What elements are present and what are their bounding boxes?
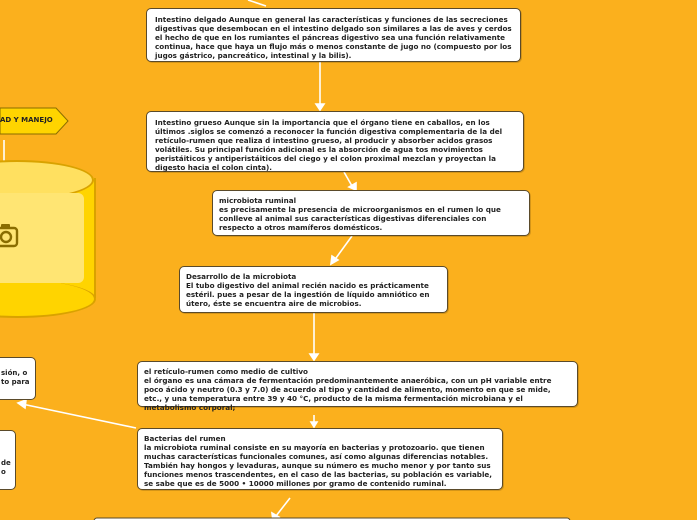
node-bacterias-rumen[interactable] xyxy=(137,428,503,490)
left-node-a-line2: to para xyxy=(1,378,30,387)
connector-top xyxy=(248,0,266,6)
left-node-a-line1: sión, o xyxy=(1,369,28,377)
node-text: es precisamente la presencia de microorganismos en el rumen lo que conlleve al animal sus características digestivas diferenciales con respecto a otros mamíferos domésticos. xyxy=(219,205,501,232)
node-intestino-delgado[interactable] xyxy=(146,8,521,62)
node-title: Desarrollo de la microbiota xyxy=(186,272,297,281)
node-intestino-grueso[interactable] xyxy=(146,111,524,172)
camera-icon[interactable] xyxy=(0,222,20,252)
node-text: Intestino grueso Aunque sin la importancia que el órgano tiene en caballos, en los últimos .siglos se comenzó a reconocer la función digestiva complementaria de la del retículo-rumen que realiza d intestino grueso, al producir y absorber acidos grasos volátiles. Su principal función adicional es la absorción de agua tos movimientos peristáiticos y antiperistáiticos del ciego y el colon proximal mezclan y proyectan la digesto hacia el colon cinta). xyxy=(155,118,503,172)
left-node-b-line2: o xyxy=(1,468,6,477)
node-text: el órgano es una cámara de fermentación predominantemente anaeróbica, con un pH variable entre poco ácido y neutro (0.3 y 7.0) de acuerdo al tipo y cantidad de alimento, momento en que se mide, etc., y una temperatura entre 39 y 40 °C, producto de la misma fermentación microbiana y el metabolismo corporal; xyxy=(144,376,552,412)
left-node-b[interactable] xyxy=(0,430,16,490)
node-microbiota-ruminal[interactable] xyxy=(212,190,530,236)
node-desarrollo-microbiota[interactable] xyxy=(179,266,448,313)
node-title: el retículo-rumen como medio de cultivo xyxy=(144,367,308,376)
left-node-b-line1: de xyxy=(1,459,11,467)
connector-left xyxy=(22,404,136,428)
connector-6 xyxy=(276,498,290,516)
node-text: la microbiota ruminal consiste en su mayoría en bacterias y protozoario. que tienen muchas características funcionales comunes, así como algunas diferencias notables. También hay hongos y levaduras, aunque su número es mucho menor y por tanto sus funciones menos trascendentes, en el caso de las bacterias, su población es variable, se sabe que es de 5000 • 10000 millones por gramo de contenido ruminal. xyxy=(144,443,493,488)
node-text: El tubo digestivo del animal recién nacido es prácticamente estéril. pues a pesar de la ingestión de líquido amniótico en útero, éste se encuentra aire de microbios. xyxy=(186,281,430,308)
node-reticulo-rumen[interactable] xyxy=(137,361,578,412)
node-title: microbiota ruminal xyxy=(219,196,297,205)
connector-3 xyxy=(336,236,352,258)
connector-2 xyxy=(344,172,352,186)
node-text: Intestino delgado Aunque en general las características y funciones de las secreciones digestivas que desembocan en el intestino delgado son similares a las de aves y cerdos el hecho de que en los rumiantes el páncreas digestivo sea una función relativamente continua, hace que haya un flujo más o menos constante de jugo no (compuesto por los jugos gástrico, pancreático, intestinal y la bilis). xyxy=(155,15,512,60)
node-title: Bacterias del rumen xyxy=(144,434,226,443)
category-tag-label: AD Y MANEJO xyxy=(0,116,53,124)
left-node-a[interactable] xyxy=(0,357,36,400)
